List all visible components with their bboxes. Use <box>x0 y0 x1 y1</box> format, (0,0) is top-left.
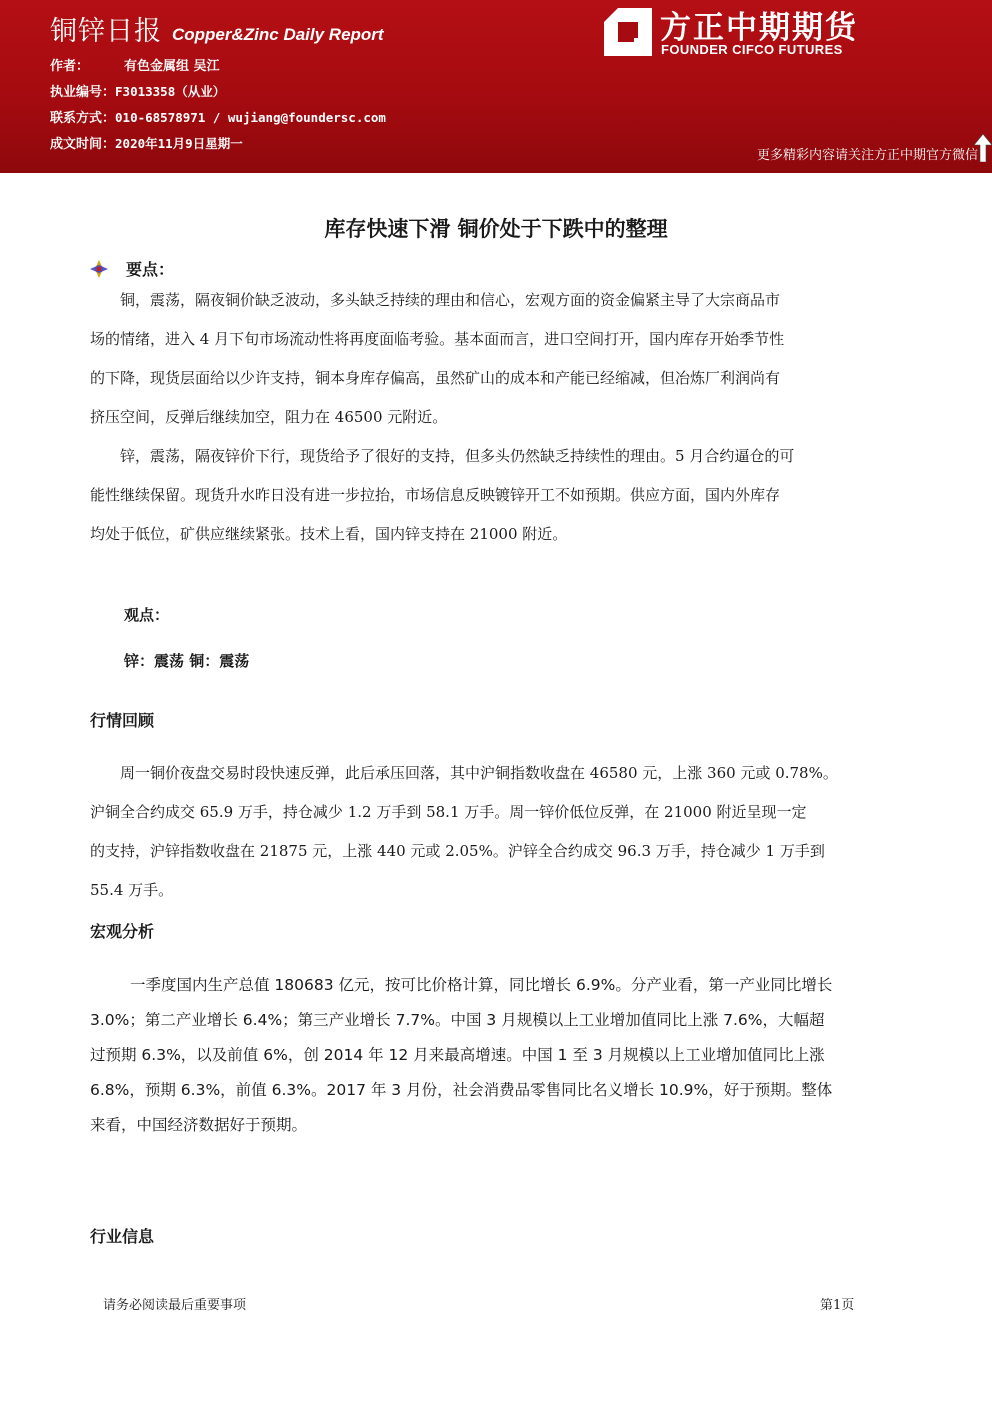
license-value: F3013358（从业） <box>115 84 226 99</box>
date-value: 2020年11月9日星期一 <box>115 136 243 151</box>
contact-row <box>50 107 386 126</box>
report-title-en: Copper&Zinc Daily Report <box>172 25 384 44</box>
report-header-banner <box>0 0 992 173</box>
footer-page-number: 第1页 <box>820 1298 855 1313</box>
copper-paragraph <box>90 281 902 437</box>
company-logo <box>604 6 864 58</box>
license-row <box>50 81 225 100</box>
key-points-label: 要点： <box>126 260 175 279</box>
bullet-diamond-icon <box>90 260 108 278</box>
macro-line: 过预期 6.3%，以及前值 6%，创 2014 年 12 月来最高增速。中国 1 至 3 月规模以上工业增加值同比上涨 <box>90 1046 825 1064</box>
review-line: 55.4 万手。 <box>90 881 174 899</box>
review-line: 周一铜价夜盘交易时段快速反弹，此后承压回落，其中沪铜指数收盘在 46580 元，上涨 360 元或 0.78%。 <box>120 764 838 782</box>
macro-analysis-heading: 宏观分析 <box>90 922 155 941</box>
view-heading: 观点： <box>124 606 170 624</box>
view-text: 锌：震荡 铜：震荡 <box>124 652 250 670</box>
license-label: 执业编号： <box>50 85 116 100</box>
logo-text-cn: 方正中期期货 <box>660 10 858 46</box>
market-review-heading: 行情回顾 <box>90 711 155 730</box>
review-line: 的支持，沪锌指数收盘在 21875 元，上涨 440 元或 2.05%。沪锌全合约成交 96.3 万手，持仓减少 1 万手到 <box>90 842 825 860</box>
zinc-line: 能性继续保留。现货升水昨日没有进一步拉抬，市场信息反映镀锌开工不如预期。供应方面，国内外库存 <box>90 486 781 504</box>
macro-analysis-paragraph <box>90 968 902 1143</box>
footer-notice: 请务必阅读最后重要事项 <box>103 1298 247 1313</box>
report-title-block <box>50 9 384 48</box>
copper-line: 的下降，现货层面给以少许支持，铜本身库存偏高，虽然矿山的成本和产能已经缩减，但冶炼厂利润尚有 <box>90 369 781 387</box>
review-line: 沪铜全合约成交 65.9 万手，持仓减少 1.2 万手到 58.1 万手。周一锌价低位反弹，在 21000 附近呈现一定 <box>90 803 807 821</box>
up-arrow-icon <box>974 134 992 162</box>
author-row <box>50 55 220 74</box>
copper-line: 铜，震荡，隔夜铜价缺乏波动，多头缺乏持续的理由和信心，宏观方面的资金偏紧主导了大宗商品市 <box>120 291 781 309</box>
zinc-line: 均处于低位，矿供应继续紧张。技术上看，国内锌支持在 21000 附近。 <box>90 525 568 543</box>
date-row <box>50 133 243 152</box>
macro-line: 来看，中国经济数据好于预期。 <box>90 1116 308 1134</box>
zinc-paragraph <box>90 437 902 554</box>
copper-line: 挤压空间，反弹后继续加空，阻力在 46500 元附近。 <box>90 408 448 426</box>
contact-value[interactable]: 010-68578971 / wujiang@foundersc.com <box>115 110 386 125</box>
macro-line: 6.8%，预期 6.3%，前值 6.3%。2017 年 3 月份，社会消费品零售同比名义增长 10.9%，好于预期。整体 <box>90 1081 833 1099</box>
wechat-follow-text[interactable]: 更多精彩内容请关注方正中期官方微信 <box>756 148 978 163</box>
macro-line: 3.0%；第二产业增长 6.4%；第三产业增长 7.7%。中国 3 月规模以上工业增加值同比上涨 7.6%，大幅超 <box>90 1011 825 1029</box>
report-title-cn: 铜锌日报 <box>50 16 162 47</box>
contact-label: 联系方式： <box>50 111 116 126</box>
market-review-paragraph <box>90 754 902 910</box>
document-title: 库存快速下滑 铜价处于下跌中的整理 <box>324 217 668 241</box>
author-label: 作者： <box>50 59 90 74</box>
logo-text-en: FOUNDER CIFCO FUTURES <box>661 42 843 57</box>
date-label: 成文时间： <box>50 137 116 152</box>
founder-logo-icon <box>604 8 652 56</box>
zinc-line: 锌，震荡，隔夜锌价下行，现货给予了很好的支持，但多头仍然缺乏持续性的理由。5 月合约逼仓的可 <box>120 447 795 465</box>
industry-info-heading: 行业信息 <box>90 1227 155 1246</box>
copper-line: 场的情绪，进入 4 月下旬市场流动性将再度面临考验。基本面而言，进口空间打开，国内库存开始季节性 <box>90 330 785 348</box>
macro-line: 一季度国内生产总值 180683 亿元，按可比价格计算，同比增长 6.9%。分产业看，第一产业同比增长 <box>130 976 833 994</box>
author-value: 有色金属组 吴江 <box>124 59 220 74</box>
